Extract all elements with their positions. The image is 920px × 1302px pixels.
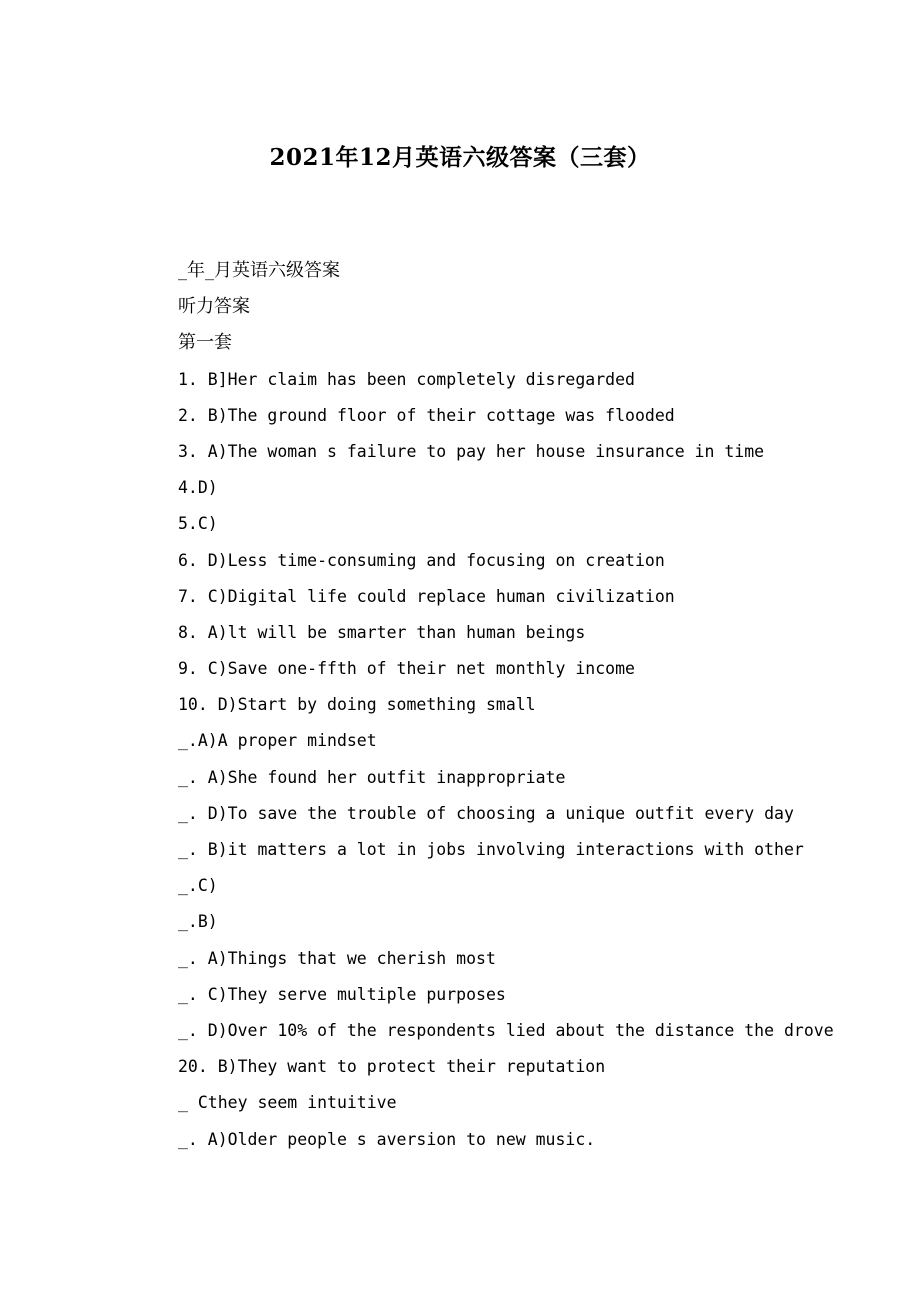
answer-line: 10. D)Start by doing something small <box>178 695 536 715</box>
answer-line: 3. A)The woman s failure to pay her house insurance in time <box>178 441 765 461</box>
answer-line: _.A)A proper mindset <box>178 731 377 751</box>
document-title: 2021年12月英语六级答案（三套） <box>269 144 651 171</box>
section-subheading: 听力答案 <box>178 296 250 318</box>
answer-line: _. A)Things that we cherish most <box>178 948 496 968</box>
answer-line: 6. D)Less time-consuming and focusing on creation <box>178 550 665 570</box>
answer-line: _. A)She found her outfit inappropriate <box>178 767 566 787</box>
answer-line: _. B)it matters a lot in jobs involving interactions with other <box>178 840 804 859</box>
answer-line: _. D)Over 10% of the respondents lied about the distance the drove <box>178 1020 834 1040</box>
answer-line: 2. B)The ground floor of their cottage was flooded <box>178 405 675 425</box>
answer-line: 5.C) <box>178 514 218 534</box>
answer-line: _. A)Older people s aversion to new music. <box>178 1129 596 1149</box>
answer-line: 20. B)They want to protect their reputation <box>178 1057 606 1077</box>
set-label: 第一套 <box>178 332 232 354</box>
answer-line: 1. B]Her claim has been completely disregarded <box>178 369 635 389</box>
answer-line: _.B) <box>178 912 218 932</box>
section-heading: _年_月英语六级答案 <box>178 260 340 281</box>
answer-line: _.C) <box>178 876 218 896</box>
answer-list <box>178 256 898 1161</box>
answer-line: _. D)To save the trouble of choosing a unique outfit every day <box>178 803 794 823</box>
answer-line: 9. C)Save one-ffth of their net monthly income <box>178 659 635 679</box>
answer-line: _. C)They serve multiple purposes <box>178 984 506 1004</box>
answer-line: 4.D) <box>178 478 218 498</box>
answer-line: 7. C)Digital life could replace human civilization <box>178 586 675 606</box>
answer-line: 8. A)lt will be smarter than human beings <box>178 622 586 642</box>
answer-line: _ Cthey seem intuitive <box>178 1093 397 1113</box>
